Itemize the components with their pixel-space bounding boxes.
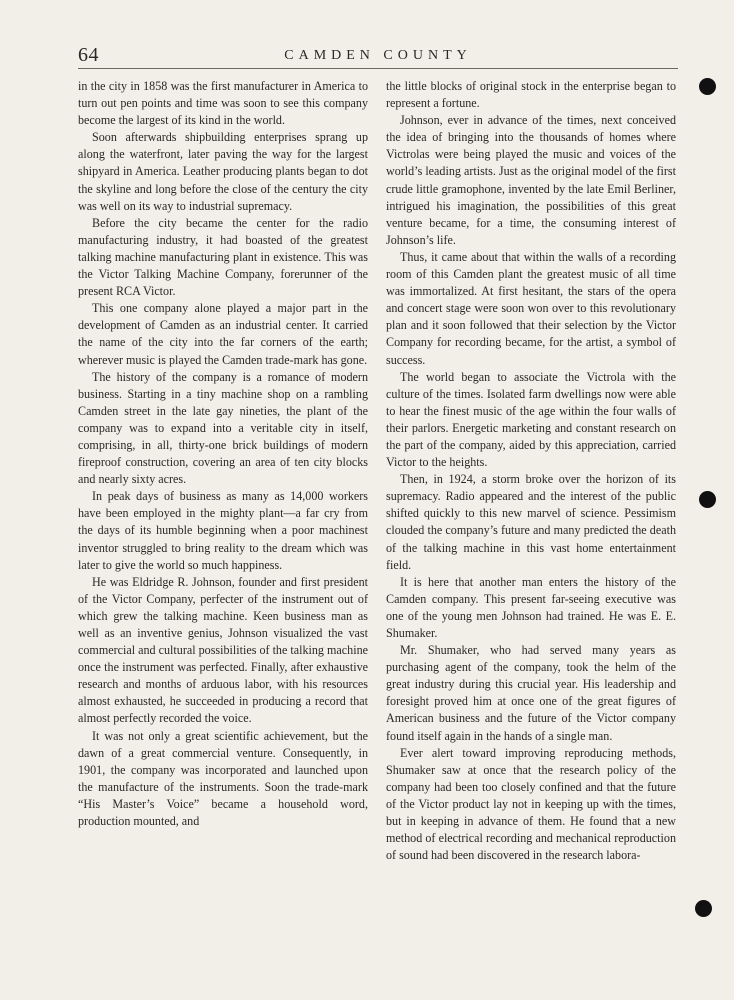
paragraph: in the city in 1858 was the first manufacturer in America to turn out pen points and time was soon to see this company become the largest of its kind in the world. [78,79,368,128]
paragraph: Soon afterwards shipbuilding enterprises sprang up along the waterfront, later paving the way for the largest shipyard in America. Leather producing plants began to dot the skyline and long before the close of the century the city was well on its way to industrial supremacy. [78,130,368,213]
paragraph: Before the city became the center for the radio manufacturing industry, it had boasted of the greatest talking machine manufacturing plant in existence. This was the Victor Talking Machine Company, forerunner of the present RCA Victor. [78,215,368,299]
binder-hole [699,78,716,95]
paragraph: It is here that another man enters the history of the Camden company. This present far-seeing executive was one of the young men Johnson had trained. He was E. E. Shumaker. [386,574,676,640]
running-title: CAMDEN COUNTY [284,48,472,63]
paragraph: In peak days of business as many as 14,000 workers have been employed in the mighty plant—a far cry from the days of its humble beginning when a poor machinest inventor struggled to bring reality to the dream which was later to give the world so much happiness. [78,489,368,572]
paragraph: He was Eldridge R. Johnson, founder and first president of the Victor Company, perfecter of the instrument out of which grew the talking machine. Keen business man as well as an inventive genius, Johnson visualized the vast commercial and cultural possibilities of the talking machine once the instrument was perfected. Finally, after exhaustive research and months of arduous labor, with his resources almost exhausted, he succeeded in producing a record that almost perfectly recorded the voice. [78,574,368,726]
binder-hole [699,491,716,508]
paragraph: Then, in 1924, a storm broke over the horizon of its supremacy. Radio appeared and the interest of the public shifted quickly to this new marvel of science. Pessimism clouded the company’s future and many predicted the death of the talking machine in this vast home entertainment field. [386,472,676,572]
left-column [78,78,368,830]
right-column [386,78,676,864]
paragraph: The world began to associate the Victrola with the culture of the times. Isolated farm dwellings now were able to hear the finest music of the age within the four walls of their parlors. Energetic marketing and constant research on the part of the company, aided by this appreciation, carried Victor to the heights. [386,369,676,470]
page-header [78,46,678,69]
paragraph: Ever alert toward improving reproducing methods, Shumaker saw at once that the research policy of the company had been too closely confined and that the future of the Victor product lay not in keeping up with the times, but in keeping in advance of them. He found that a new method of electrical recording and mechanical reproduction of sound had been discovered in the research labora- [386,745,676,863]
paragraph: Thus, it came about that within the walls of a recording room of this Camden plant the greatest music of all time was immortalized. At first hesitant, the stars of the opera and concert stage were soon won over to this revolutionary plan and it soon followed that their selection by the Victor Company for recording became, for the artist, a symbol of success. [386,249,676,367]
paragraph: Mr. Shumaker, who had served many years as purchasing agent of the company, took the helm of the great industry during this crucial year. His leadership and foresight proved him at once one of the great figures of American business and the future of the Victor company found itself again in the hands of a single man. [386,643,676,743]
paragraph: It was not only a great scientific achievement, but the dawn of a great commercial venture. Consequently, in 1901, the company was incorporated and launched upon the manufacture of the instruments. Soon the trade-mark “His Master’s Voice” became a household word, production mounted, and [78,728,368,829]
paragraph: the little blocks of original stock in the enterprise began to represent a fortune. [386,79,676,111]
paragraph: Johnson, ever in advance of the times, next conceived the idea of bringing into the thousands of homes where Victrolas were being played the music and voices of the world’s leading artists. Just as the original model of the first crude little gramophone, invented by the late Emil Berliner, intrigued his imagination, the possibilities of this great venture became, for a time, the consuming interest of Johnson’s life. [386,113,676,247]
page-number: 64 [78,44,99,66]
paragraph: The history of the company is a romance of modern business. Starting in a tiny machine shop on a rambling Camden street in the late gay nineties, the plant of the company was to expand into a veritable city in itself, comprising, in all, thirty-one brick buildings of modern fireproof construction, covering an area of ten city blocks and nearly sixty acres. [78,369,368,487]
binder-hole [695,900,712,917]
paragraph: This one company alone played a major part in the development of Camden as an industrial center. It carried the name of the city into the far corners of the earth; wherever music is played the Camden trade-mark has gone. [78,301,368,367]
